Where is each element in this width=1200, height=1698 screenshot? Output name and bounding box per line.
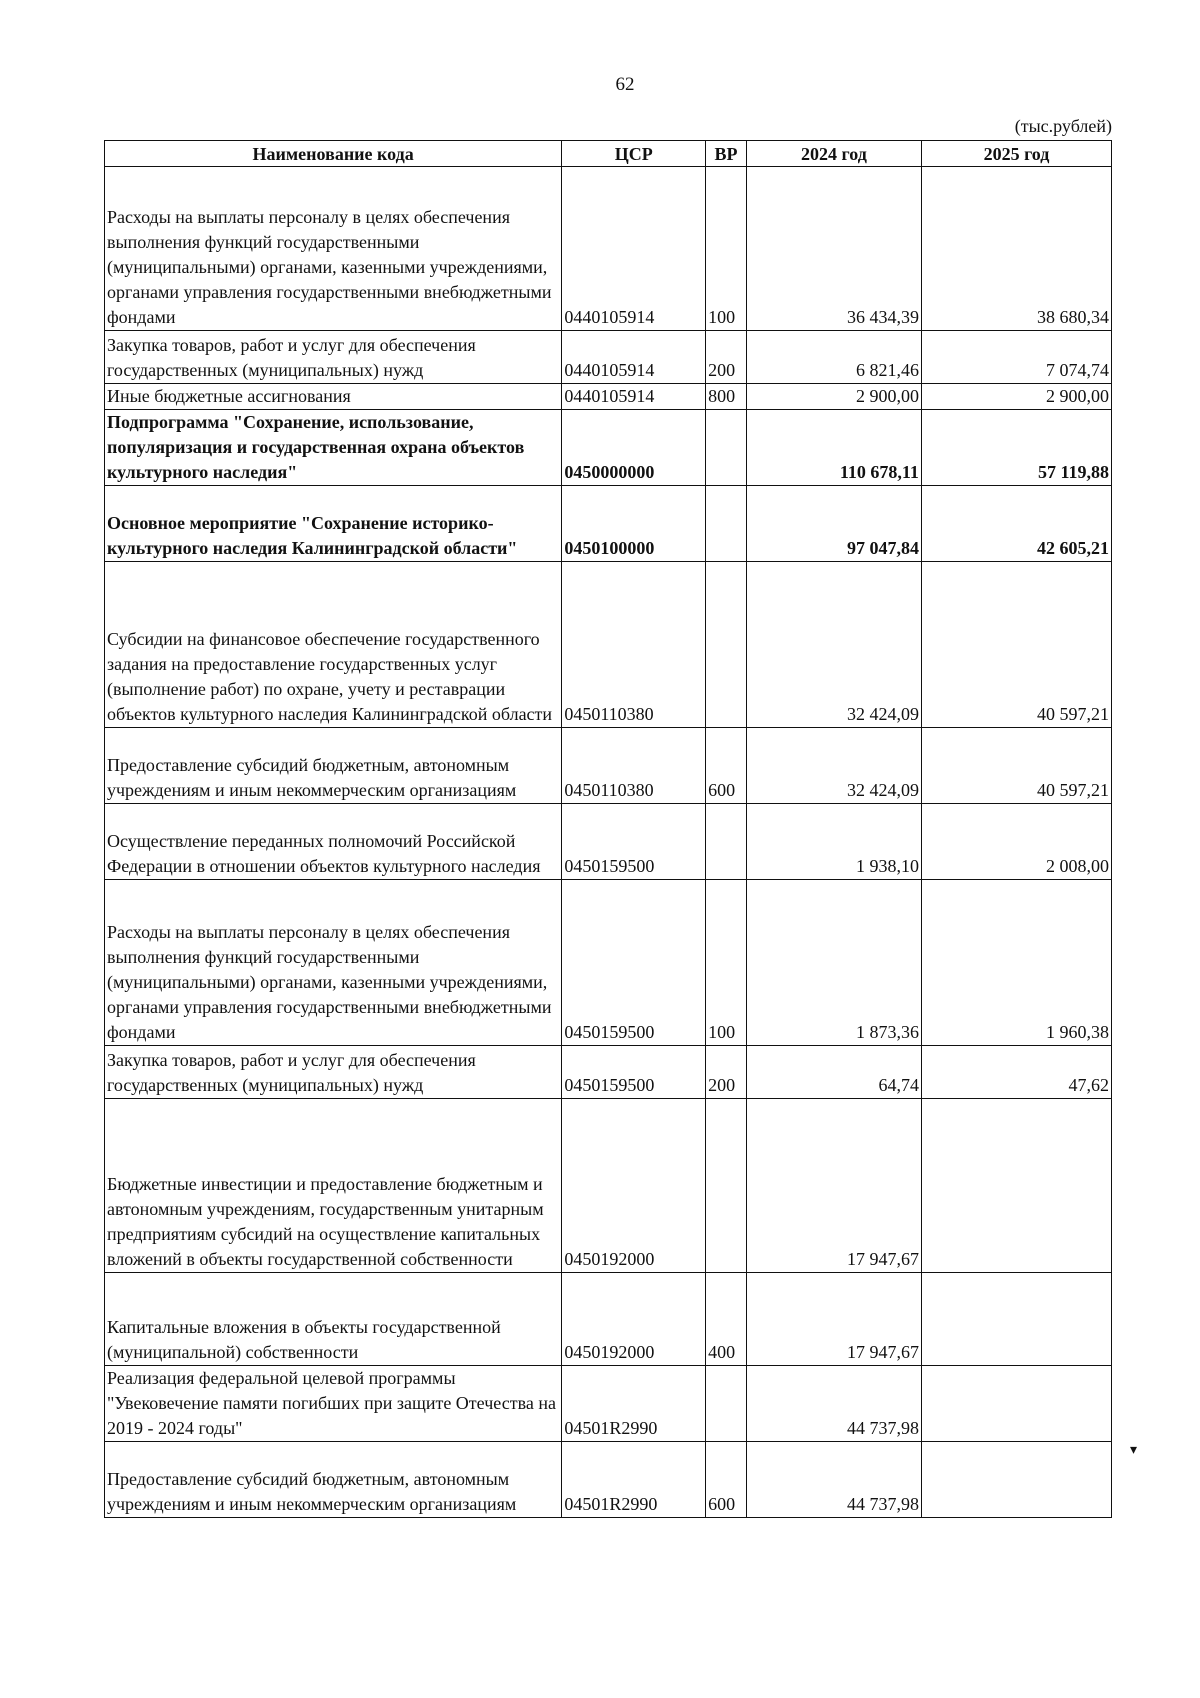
table-header-row	[105, 141, 1112, 167]
row-csr-cell: 0450192000	[562, 1099, 706, 1273]
row-csr-cell: 0450159500	[562, 804, 706, 880]
row-vr-cell: 800	[706, 384, 747, 410]
row-vr-cell	[706, 1366, 747, 1442]
row-2024-cell: 36 434,39	[746, 167, 921, 331]
row-csr-cell: 0450000000	[562, 410, 706, 486]
row-2024-cell: 32 424,09	[746, 728, 921, 804]
row-2025-cell: 1 960,38	[921, 880, 1111, 1046]
row-2025-cell: 40 597,21	[921, 562, 1111, 728]
row-vr-cell	[706, 1099, 747, 1273]
row-2025-cell	[921, 1099, 1111, 1273]
row-2024-cell: 1 938,10	[746, 804, 921, 880]
row-vr-cell	[706, 410, 747, 486]
row-2025-cell	[921, 1442, 1111, 1518]
row-vr-cell: 400	[706, 1273, 747, 1366]
row-2024-cell: 17 947,67	[746, 1099, 921, 1273]
units-label: (тыс.рублей)	[1014, 116, 1112, 136]
row-2025-cell: 2 008,00	[921, 804, 1111, 880]
table-row	[105, 1273, 1112, 1366]
page-number: 62	[615, 74, 635, 95]
row-2024-cell: 64,74	[746, 1046, 921, 1099]
table-row	[105, 410, 1112, 486]
row-2025-cell: 2 900,00	[921, 384, 1111, 410]
row-name-cell: Осуществление переданных полномочий Российской Федерации в отношении объектов культурного наследия	[105, 804, 562, 880]
row-vr-cell: 600	[706, 1442, 747, 1518]
row-name-cell: Капитальные вложения в объекты государственной (муниципальной) собственности	[105, 1273, 562, 1366]
col-header-2025: 2025 год	[921, 141, 1111, 167]
row-csr-cell: 0440105914	[562, 331, 706, 384]
table-row	[105, 1442, 1112, 1518]
margin-mark: ▾	[1130, 1443, 1138, 1458]
row-2025-cell: 42 605,21	[921, 486, 1111, 562]
row-csr-cell: 04501R2990	[562, 1442, 706, 1518]
row-csr-cell: 0440105914	[562, 167, 706, 331]
row-name-cell: Закупка товаров, работ и услуг для обеспечения государственных (муниципальных) нужд	[105, 331, 562, 384]
col-header-name: Наименование кода	[105, 141, 562, 167]
row-vr-cell: 200	[706, 331, 747, 384]
row-name-cell: Основное мероприятие "Сохранение историко-культурного наследия Калининградской области"	[105, 486, 562, 562]
row-2024-cell: 44 737,98	[746, 1366, 921, 1442]
row-vr-cell: 200	[706, 1046, 747, 1099]
row-name-cell: Расходы на выплаты персоналу в целях обеспечения выполнения функций государственными (муниципальными) органами, казенными учреждениями, органами управления государственными внебюджетными фондами	[105, 880, 562, 1046]
row-2025-cell: 57 119,88	[921, 410, 1111, 486]
row-2024-cell: 97 047,84	[746, 486, 921, 562]
row-vr-cell: 100	[706, 167, 747, 331]
row-name-cell: Предоставление субсидий бюджетным, автономным учреждениям и иным некоммерческим организациям	[105, 728, 562, 804]
table-row	[105, 1099, 1112, 1273]
col-header-2024: 2024 год	[746, 141, 921, 167]
row-vr-cell: 100	[706, 880, 747, 1046]
row-name-cell: Иные бюджетные ассигнования	[105, 384, 562, 410]
row-name-cell: Реализация федеральной целевой программы "Увековечение памяти погибших при защите Отечества на 2019 - 2024 годы"	[105, 1366, 562, 1442]
col-header-vr: ВР	[706, 141, 747, 167]
row-vr-cell	[706, 562, 747, 728]
table-row	[105, 880, 1112, 1046]
table-row	[105, 486, 1112, 562]
row-vr-cell	[706, 486, 747, 562]
table-row	[105, 1366, 1112, 1442]
row-csr-cell: 0450100000	[562, 486, 706, 562]
row-2025-cell	[921, 1273, 1111, 1366]
row-name-cell: Предоставление субсидий бюджетным, автономным учреждениям и иным некоммерческим организациям	[105, 1442, 562, 1518]
table-row	[105, 384, 1112, 410]
row-csr-cell: 04501R2990	[562, 1366, 706, 1442]
row-csr-cell: 0450159500	[562, 880, 706, 1046]
table-row	[105, 167, 1112, 331]
col-header-csr: ЦСР	[562, 141, 706, 167]
row-2024-cell: 110 678,11	[746, 410, 921, 486]
row-2025-cell: 7 074,74	[921, 331, 1111, 384]
row-name-cell: Закупка товаров, работ и услуг для обеспечения государственных (муниципальных) нужд	[105, 1046, 562, 1099]
table-body	[105, 167, 1112, 1518]
row-2025-cell	[921, 1366, 1111, 1442]
row-2024-cell: 1 873,36	[746, 880, 921, 1046]
row-vr-cell	[706, 804, 747, 880]
row-name-cell: Субсидии на финансовое обеспечение государственного задания на предоставление государственных услуг (выполнение работ) по охране, учету и реставрации объектов культурного наследия Калининградской области	[105, 562, 562, 728]
row-csr-cell: 0450192000	[562, 1273, 706, 1366]
row-name-cell: Расходы на выплаты персоналу в целях обеспечения выполнения функций государственными (муниципальными) органами, казенными учреждениями, органами управления государственными внебюджетными фондами	[105, 167, 562, 331]
row-2024-cell: 44 737,98	[746, 1442, 921, 1518]
table-row	[105, 562, 1112, 728]
row-csr-cell: 0450110380	[562, 728, 706, 804]
row-2024-cell: 2 900,00	[746, 384, 921, 410]
row-csr-cell: 0440105914	[562, 384, 706, 410]
row-2025-cell: 47,62	[921, 1046, 1111, 1099]
table-row	[105, 728, 1112, 804]
row-name-cell: Подпрограмма "Сохранение, использование, популяризация и государственная охрана объектов культурного наследия"	[105, 410, 562, 486]
row-2025-cell: 40 597,21	[921, 728, 1111, 804]
row-vr-cell: 600	[706, 728, 747, 804]
table-row	[105, 1046, 1112, 1099]
table-row	[105, 331, 1112, 384]
row-2025-cell: 38 680,34	[921, 167, 1111, 331]
row-csr-cell: 0450110380	[562, 562, 706, 728]
row-csr-cell: 0450159500	[562, 1046, 706, 1099]
row-name-cell: Бюджетные инвестиции и предоставление бюджетным и автономным учреждениям, государственным унитарным предприятиям субсидий на осуществление капитальных вложений в объекты государственной собственности	[105, 1099, 562, 1273]
row-2024-cell: 32 424,09	[746, 562, 921, 728]
row-2024-cell: 17 947,67	[746, 1273, 921, 1366]
row-2024-cell: 6 821,46	[746, 331, 921, 384]
budget-table	[104, 140, 1112, 1518]
table-row	[105, 804, 1112, 880]
